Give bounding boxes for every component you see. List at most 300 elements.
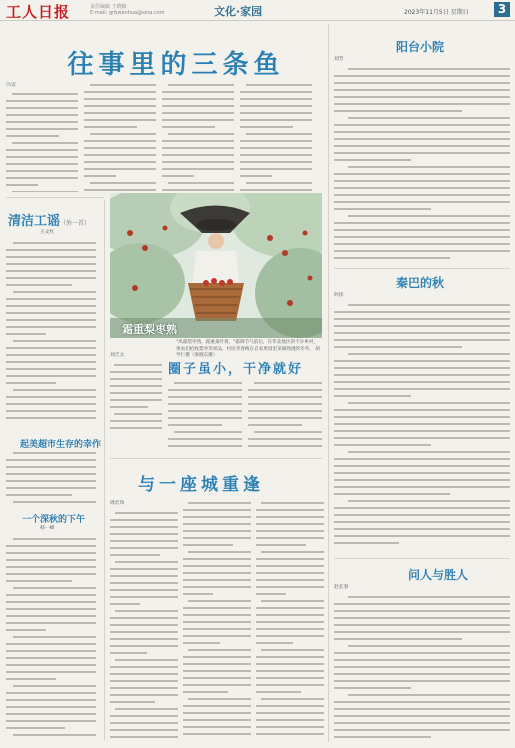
text-line — [334, 540, 510, 547]
text-line — [6, 457, 96, 464]
text-line-bar — [110, 701, 155, 703]
text-line — [334, 533, 510, 540]
text-line-bar — [334, 367, 510, 369]
text-line-bar — [334, 472, 510, 474]
text-line-bar — [334, 388, 510, 390]
text-line — [110, 552, 178, 559]
text-line-bar — [334, 194, 510, 196]
text-line-bar — [168, 438, 242, 440]
text-line-bar — [348, 166, 510, 168]
text-line-bar — [168, 403, 242, 405]
text-line — [110, 734, 178, 741]
text-line-bar — [188, 600, 251, 602]
divider — [328, 24, 329, 742]
right-article3-author: 赵长春 — [334, 585, 349, 590]
text-line-bar — [334, 680, 510, 682]
text-line — [256, 591, 324, 598]
text-line — [6, 634, 96, 641]
text-line — [162, 82, 234, 89]
text-line-bar — [183, 635, 251, 637]
text-lines — [110, 362, 162, 432]
text-line — [183, 696, 251, 703]
text-line-bar — [110, 547, 178, 549]
text-line-bar — [183, 579, 251, 581]
text-line — [6, 140, 78, 147]
text-line-bar — [261, 600, 324, 602]
text-line — [183, 689, 251, 696]
email-line: E-mail: grbwenhua@sina.com — [90, 10, 165, 16]
text-line-bar — [162, 105, 234, 107]
text-line — [334, 164, 510, 171]
text-line-bar — [6, 692, 96, 694]
text-line-bar — [84, 161, 156, 163]
text-line — [334, 657, 510, 664]
text-line-bar — [183, 642, 220, 644]
text-line-bar — [6, 114, 78, 116]
text-line — [334, 692, 510, 699]
text-line — [334, 157, 510, 164]
text-line — [240, 117, 312, 124]
text-line — [84, 117, 156, 124]
text-line-bar — [162, 112, 234, 114]
text-line-bar — [84, 126, 137, 128]
text-line — [183, 528, 251, 535]
text-line-bar — [6, 361, 96, 363]
text-line — [334, 727, 510, 734]
text-line-bar — [334, 535, 510, 537]
article3-title: 与一座城重逢 — [138, 475, 264, 495]
text-line-bar — [334, 257, 450, 259]
text-line — [334, 505, 510, 512]
text-line — [6, 536, 96, 543]
text-line-bar — [90, 84, 156, 86]
text-line — [162, 187, 234, 192]
text-line — [110, 376, 162, 383]
text-line-bar — [6, 382, 56, 384]
text-line-bar — [348, 402, 510, 404]
divider — [334, 558, 510, 559]
text-line — [334, 213, 510, 220]
text-line — [110, 538, 178, 545]
text-lines — [6, 536, 96, 739]
text-lines — [334, 594, 510, 741]
text-line — [334, 66, 510, 73]
text-line — [334, 601, 510, 608]
text-line-bar — [183, 719, 251, 721]
article3-author: 周宏珍 — [110, 501, 125, 506]
text-line-bar — [110, 399, 162, 401]
text-line-bar — [348, 500, 510, 502]
text-line — [183, 556, 251, 563]
text-line-bar — [334, 430, 510, 432]
text-line — [110, 678, 178, 685]
text-line-bar — [334, 187, 510, 189]
text-line-bar — [110, 631, 178, 633]
text-line — [6, 464, 96, 471]
text-line-bar — [240, 126, 293, 128]
text-line — [334, 484, 510, 491]
text-line-bar — [334, 610, 510, 612]
text-line-bar — [240, 119, 312, 121]
text-line — [334, 400, 510, 407]
text-line — [110, 615, 178, 622]
text-line-bar — [183, 523, 251, 525]
text-line-bar — [13, 501, 96, 503]
text-line — [334, 393, 510, 400]
text-line-bar — [110, 673, 178, 675]
text-line-bar — [84, 189, 156, 191]
article2-title: 圈子虽小，干净就好 — [168, 362, 304, 377]
text-line — [240, 187, 312, 192]
text-line — [6, 289, 96, 296]
text-line — [183, 507, 251, 514]
text-line-bar — [110, 645, 178, 647]
text-line — [240, 180, 312, 187]
text-line-bar — [162, 140, 234, 142]
text-line — [110, 390, 162, 397]
text-line — [6, 627, 96, 634]
text-line-bar — [6, 375, 96, 377]
text-line-bar — [110, 371, 162, 373]
text-line-bar — [248, 438, 322, 440]
text-line-bar — [334, 736, 431, 738]
text-line — [240, 138, 312, 145]
text-line-bar — [6, 135, 59, 137]
text-line-bar — [183, 509, 251, 511]
text-line-bar — [6, 177, 78, 179]
text-line — [162, 89, 234, 96]
text-line-bar — [6, 643, 96, 645]
text-line-bar — [6, 121, 78, 123]
text-line — [334, 344, 510, 351]
text-line — [6, 240, 96, 247]
text-line-bar — [6, 298, 96, 300]
text-line-bar — [240, 161, 312, 163]
text-line — [334, 171, 510, 178]
main-article-col-4 — [240, 82, 312, 192]
text-line — [248, 394, 322, 401]
text-line-bar — [6, 149, 78, 151]
text-line — [6, 592, 96, 599]
text-line — [110, 650, 178, 657]
text-line — [6, 345, 96, 352]
text-line-bar — [334, 222, 510, 224]
text-line — [6, 669, 96, 676]
text-lines — [84, 82, 156, 192]
text-line-bar — [183, 558, 251, 560]
divider — [104, 200, 105, 740]
text-line — [6, 704, 96, 711]
text-lines — [6, 240, 96, 422]
text-line — [334, 309, 510, 316]
article2-col-2 — [168, 380, 242, 450]
masthead — [0, 0, 515, 21]
photo-title: 霜重梨枣熟 — [122, 323, 177, 336]
text-line-bar — [6, 107, 78, 109]
text-line-bar — [334, 465, 510, 467]
text-line-bar — [183, 656, 251, 658]
text-line — [6, 599, 96, 606]
divider — [6, 197, 104, 198]
text-line — [110, 531, 178, 538]
text-line — [6, 711, 96, 718]
text-line-bar — [6, 727, 65, 729]
text-line-bar — [110, 406, 148, 408]
text-line — [183, 661, 251, 668]
text-line — [84, 180, 156, 187]
text-line-bar — [13, 452, 96, 454]
text-line-bar — [110, 603, 140, 605]
text-line — [334, 87, 510, 94]
text-line-bar — [110, 687, 178, 689]
text-line-bar — [13, 538, 96, 540]
text-line — [334, 608, 510, 615]
text-line — [256, 584, 324, 591]
text-line — [240, 103, 312, 110]
text-line — [84, 103, 156, 110]
text-line-bar — [334, 708, 510, 710]
text-line — [334, 720, 510, 727]
text-line — [6, 571, 96, 578]
text-line — [183, 542, 251, 549]
text-line — [334, 115, 510, 122]
text-line-bar — [261, 551, 324, 553]
text-line-bar — [110, 624, 178, 626]
text-line-bar — [256, 670, 324, 672]
text-line-bar — [174, 382, 242, 384]
text-line — [84, 131, 156, 138]
photo-credit: 胡学仁摄（梁晓东摄） — [176, 346, 320, 358]
text-line — [334, 407, 510, 414]
text-line — [334, 713, 510, 720]
text-line — [6, 247, 96, 254]
text-line-bar — [6, 480, 96, 482]
text-line-bar — [6, 170, 78, 172]
text-line — [6, 641, 96, 648]
text-line-bar — [110, 568, 178, 570]
editor-line: 责任编辑 王晓颖 — [90, 4, 127, 10]
text-line-bar — [6, 566, 96, 568]
text-line — [84, 187, 156, 192]
text-line-bar — [114, 413, 162, 415]
text-line — [256, 514, 324, 521]
text-line-bar — [334, 173, 510, 175]
text-line-bar — [334, 423, 510, 425]
text-line-bar — [6, 256, 96, 258]
text-line-bar — [183, 586, 251, 588]
text-line — [334, 678, 510, 685]
text-line — [248, 436, 322, 443]
text-line — [334, 477, 510, 484]
text-line-bar — [256, 579, 324, 581]
text-line-bar — [6, 417, 96, 419]
text-line-bar — [348, 68, 510, 70]
text-line-bar — [256, 663, 324, 665]
text-line-bar — [240, 98, 312, 100]
text-line — [84, 96, 156, 103]
text-line-bar — [256, 677, 324, 679]
text-line — [6, 725, 96, 732]
text-line-bar — [110, 385, 162, 387]
article2-author: 刘吉太 — [110, 353, 125, 358]
text-line-bar — [6, 270, 96, 272]
text-line — [6, 606, 96, 613]
text-line-bar — [334, 346, 462, 348]
text-line — [183, 668, 251, 675]
page-number: 3 — [494, 2, 510, 17]
text-line — [6, 690, 96, 697]
text-line — [110, 524, 178, 531]
text-line-bar — [162, 175, 194, 177]
text-line — [6, 168, 78, 175]
text-line-bar — [348, 215, 510, 217]
text-line-bar — [110, 378, 162, 380]
text-line-bar — [84, 91, 156, 93]
text-line — [248, 415, 322, 422]
text-line-bar — [168, 389, 242, 391]
text-line-bar — [240, 91, 312, 93]
text-line-bar — [84, 168, 156, 170]
text-line-bar — [334, 131, 510, 133]
text-line-bar — [348, 596, 510, 598]
text-line — [110, 664, 178, 671]
text-line — [256, 626, 324, 633]
text-line — [110, 671, 178, 678]
text-line-bar — [240, 168, 312, 170]
text-line — [183, 682, 251, 689]
text-lines — [248, 380, 322, 450]
text-line — [248, 380, 322, 387]
text-line — [334, 629, 510, 636]
text-line — [334, 428, 510, 435]
text-line-bar — [188, 551, 251, 553]
text-line-bar — [334, 395, 411, 397]
text-line — [183, 731, 251, 738]
text-line — [334, 526, 510, 533]
text-line-bar — [168, 445, 242, 447]
text-line-bar — [256, 705, 324, 707]
text-line — [6, 91, 78, 98]
text-line — [334, 150, 510, 157]
text-line-bar — [183, 565, 251, 567]
text-line-bar — [84, 98, 156, 100]
text-line — [240, 96, 312, 103]
text-line-bar — [334, 138, 510, 140]
text-line-bar — [6, 347, 96, 349]
text-line — [240, 159, 312, 166]
text-line — [6, 317, 96, 324]
text-line — [6, 550, 96, 557]
text-line — [84, 138, 156, 145]
text-line-bar — [334, 701, 510, 703]
text-line-bar — [13, 636, 96, 638]
text-line — [6, 387, 96, 394]
text-lines — [6, 91, 78, 192]
poems-author: 王文红 — [40, 230, 55, 235]
text-line-bar — [6, 459, 96, 461]
text-line-bar — [334, 437, 510, 439]
text-line-bar — [6, 706, 96, 708]
text-line-bar — [256, 656, 324, 658]
text-line — [256, 682, 324, 689]
text-line-bar — [13, 389, 96, 391]
text-line — [256, 563, 324, 570]
divider — [334, 268, 510, 269]
text-line — [256, 689, 324, 696]
text-line-bar — [6, 156, 78, 158]
text-line — [6, 557, 96, 564]
text-line-bar — [6, 305, 96, 307]
text-line-bar — [248, 445, 322, 447]
text-line-bar — [256, 537, 324, 539]
text-line — [110, 510, 178, 517]
text-line — [248, 443, 322, 450]
right-article2-title: 秦巴的秋 — [396, 276, 445, 290]
text-line — [183, 654, 251, 661]
text-line-bar — [115, 708, 178, 710]
text-line-bar — [6, 284, 72, 286]
text-line-bar — [6, 333, 46, 335]
text-line — [6, 324, 96, 331]
text-line — [110, 608, 178, 615]
text-line-bar — [334, 666, 510, 668]
poem-3-author: 韩一峰 — [40, 526, 55, 531]
text-line — [110, 411, 162, 418]
text-line — [110, 727, 178, 734]
text-line — [6, 578, 96, 585]
text-line — [110, 397, 162, 404]
text-line — [6, 662, 96, 669]
text-line-bar — [334, 96, 510, 98]
text-line-bar — [334, 103, 510, 105]
text-line — [334, 227, 510, 234]
text-line — [6, 331, 96, 338]
text-line — [240, 145, 312, 152]
text-line — [6, 401, 96, 408]
poems-title-text: 清洁工谣 — [8, 214, 61, 229]
text-line — [168, 380, 242, 387]
main-article-col-3 — [162, 82, 234, 192]
text-line — [6, 296, 96, 303]
text-line — [256, 731, 324, 738]
text-line — [183, 647, 251, 654]
text-line-bar — [6, 629, 46, 631]
text-line-bar — [240, 112, 312, 114]
article2-col-1 — [110, 362, 162, 432]
text-line-bar — [6, 466, 96, 468]
text-line-bar — [334, 89, 510, 91]
text-line — [256, 696, 324, 703]
text-line-bar — [334, 152, 510, 154]
text-line — [256, 703, 324, 710]
text-line-bar — [162, 147, 234, 149]
text-line-bar — [334, 479, 510, 481]
text-line-bar — [334, 201, 510, 203]
text-line-bar — [110, 638, 178, 640]
text-line-bar — [334, 311, 510, 313]
text-line — [334, 643, 510, 650]
text-line-bar — [6, 128, 78, 130]
text-line-bar — [334, 145, 510, 147]
text-line — [183, 605, 251, 612]
text-line — [183, 521, 251, 528]
text-line — [6, 359, 96, 366]
text-line-bar — [348, 117, 510, 119]
text-line-bar — [6, 249, 96, 251]
text-line-bar — [334, 729, 510, 731]
text-line — [110, 580, 178, 587]
text-line-bar — [188, 649, 251, 651]
